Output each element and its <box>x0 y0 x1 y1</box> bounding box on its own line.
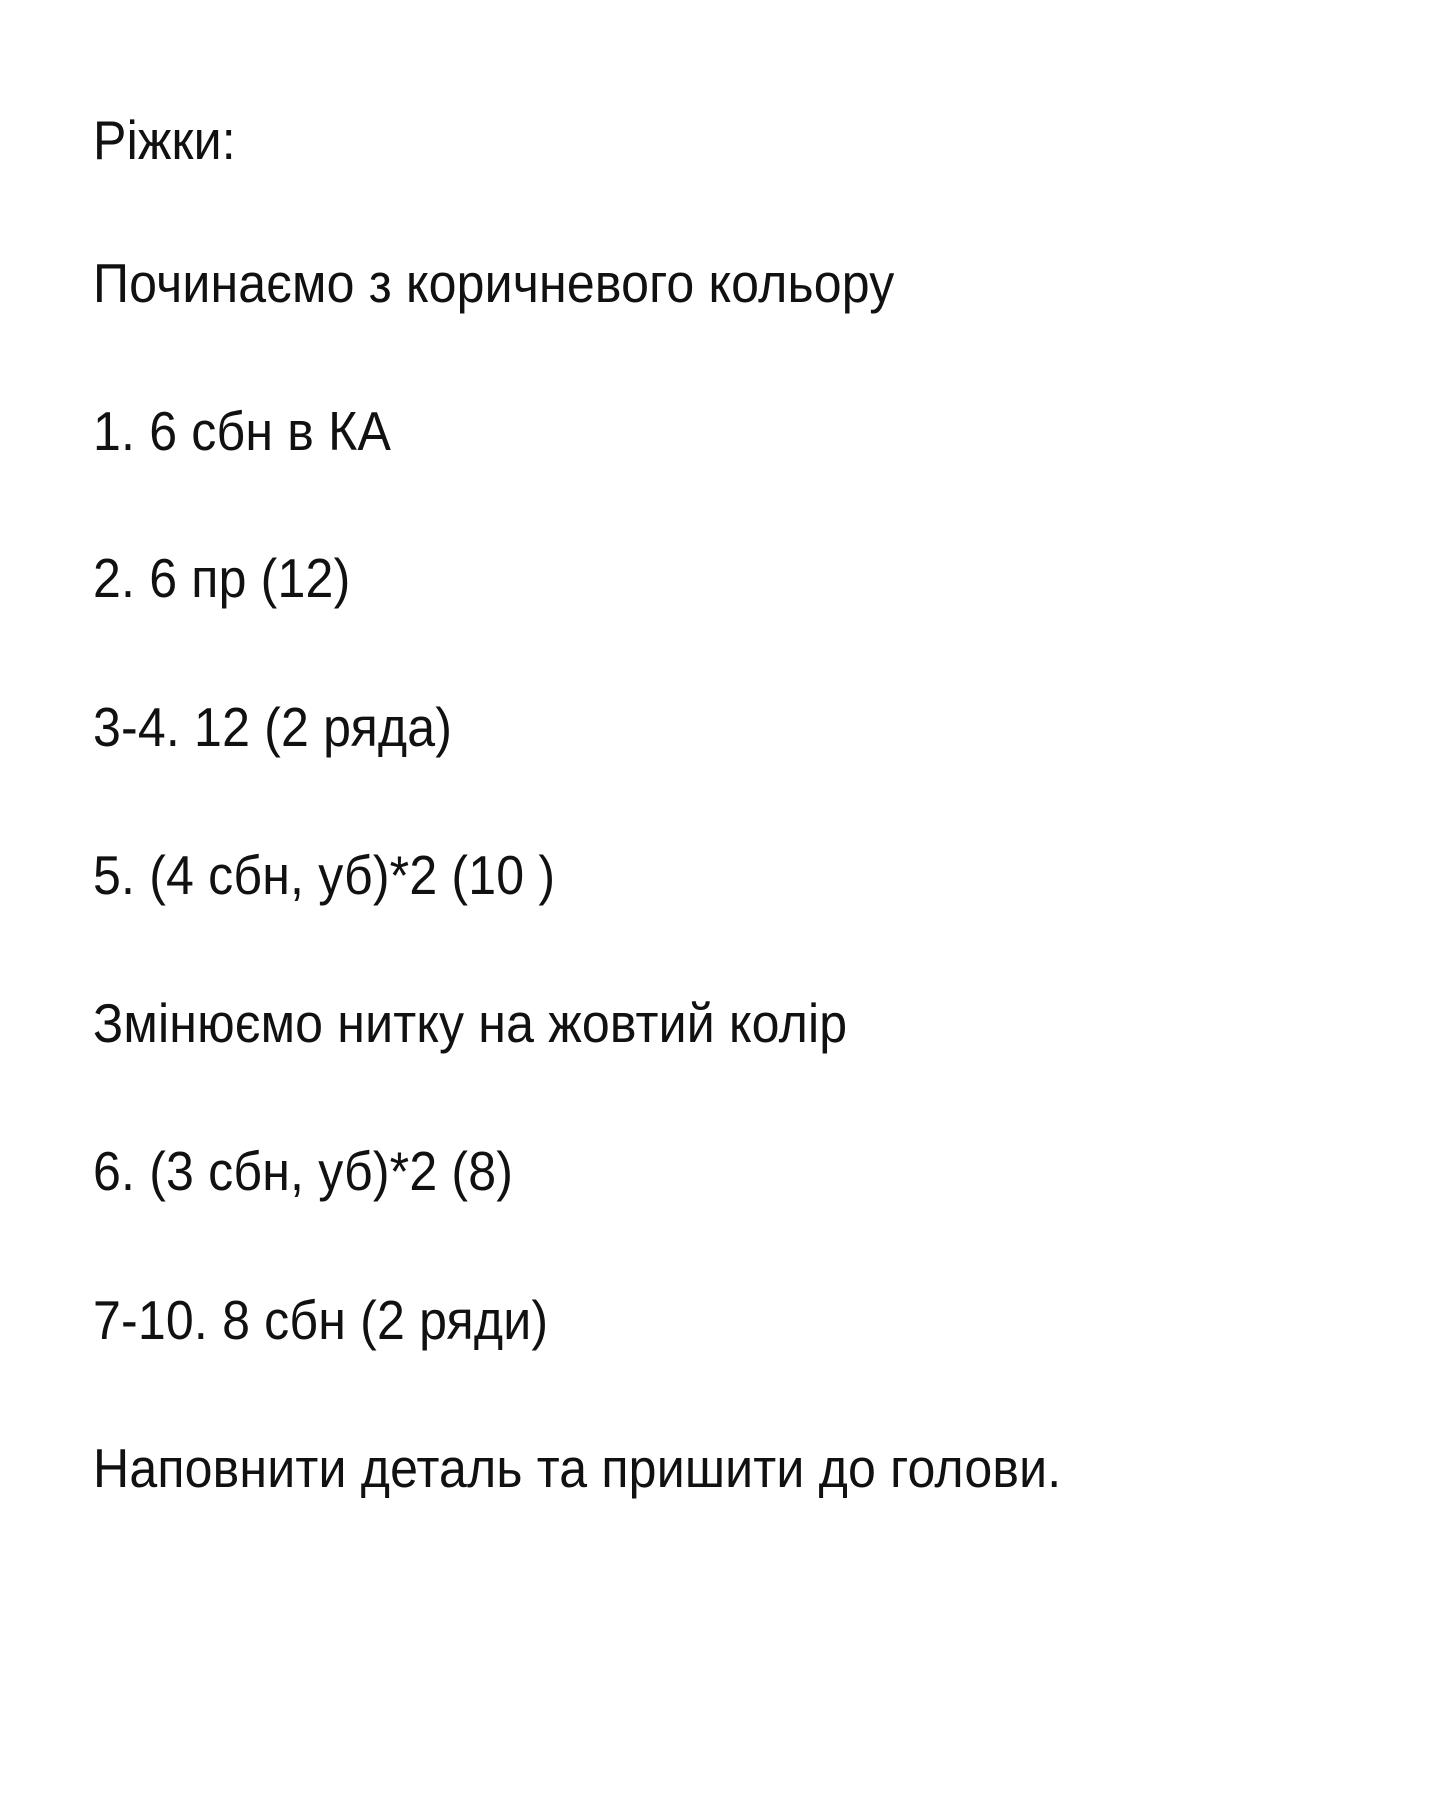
pattern-document <box>93 0 1393 1800</box>
row-1: 1. 6 сбн в КА <box>93 400 392 462</box>
row-5: 5. (4 сбн, уб)*2 (10 ) <box>93 844 556 906</box>
row-7-10: 7-10. 8 сбн (2 ряди) <box>93 1289 549 1351</box>
row-2: 2. 6 пр (12) <box>93 547 351 609</box>
row-6: 6. (3 сбн, уб)*2 (8) <box>93 1140 514 1202</box>
instruction-finish: Наповнити деталь та пришити до голови. <box>93 1437 1062 1499</box>
instruction-change-color: Змінюємо нитку на жовтий колір <box>93 992 848 1054</box>
section-title: Ріжки: <box>93 109 236 171</box>
row-3-4: 3-4. 12 (2 ряда) <box>93 696 453 758</box>
instruction-start-color: Починаємо з коричневого кольору <box>93 252 895 314</box>
